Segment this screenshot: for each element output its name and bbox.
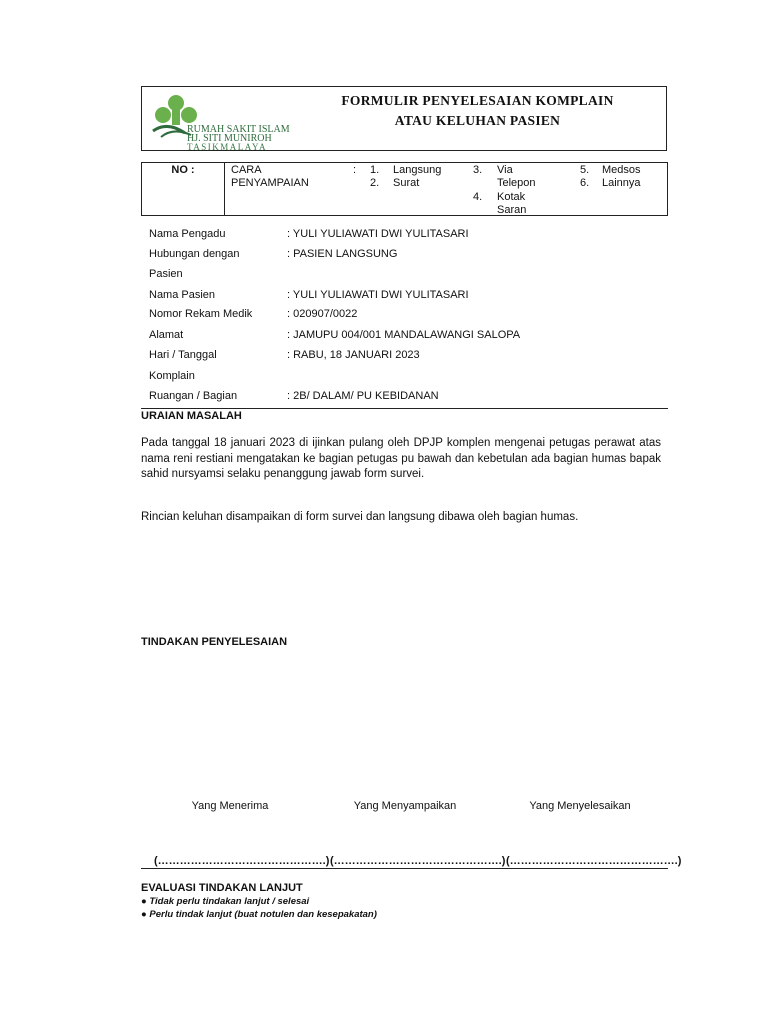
- option-5-label: Medsos: [602, 164, 641, 176]
- field-label-nama-pasien: Nama Pasien: [149, 289, 216, 301]
- form-title-line-1: FORMULIR PENYELESAIAN KOMPLAIN: [341, 93, 614, 108]
- no-cell: [142, 163, 225, 216]
- cara-cell: [225, 163, 668, 216]
- field-value-nama-pengadu: : YULI YULIAWATI DWI YULITASARI: [287, 228, 469, 240]
- logo-text: [187, 125, 290, 152]
- uraian-paragraph-1: Pada tanggal 18 januari 2023 di ijinkan pulang oleh DPJP komplen mengenai petugas perawat atas nama reni restiani mengatakan ke bagian petugas pu bawah dan kebetulan ada bagian humas bapak sahid nursyamsi selaku penanggung jawab form survei.: [141, 437, 661, 480]
- field-label-alamat: Alamat: [149, 329, 184, 341]
- bullet-icon: ●: [141, 909, 147, 920]
- option-2-num: 2.: [370, 177, 380, 189]
- field-value-rekam-medik: : 020907/0022: [287, 308, 358, 320]
- logo-line-2: HJ. SITI MUNIROH: [187, 133, 272, 144]
- field-label-rekam-medik: Nomor Rekam Medik: [149, 308, 253, 320]
- divider-line: [141, 408, 668, 409]
- option-5-num: 5.: [580, 164, 590, 176]
- option-6-label: Lainnya: [602, 177, 641, 189]
- form-title-line-2: ATAU KELUHAN PASIEN: [394, 113, 561, 128]
- option-4-label: Kotak Saran: [497, 191, 527, 216]
- field-label-nama-pengadu: Nama Pengadu: [149, 228, 226, 240]
- uraian-paragraph-2: Rincian keluhan disampaikan di form survei dan langsung dibawa oleh bagian humas.: [141, 511, 579, 523]
- field-label-hubungan: Hubungan dengan: [149, 248, 240, 260]
- logo-line-1: RUMAH SAKIT ISLAM: [187, 124, 290, 135]
- cara-label: CARA PENYAMPAIAN: [231, 164, 309, 189]
- signature-resolver-label: Yang Menyelesaikan: [529, 800, 631, 812]
- field-label-ruangan: Ruangan / Bagian: [149, 390, 238, 402]
- field-value-hubungan: : PASIEN LANGSUNG: [287, 248, 398, 260]
- option-3-label: Via Telepon: [497, 164, 536, 189]
- signature-underline: [141, 868, 668, 869]
- evaluasi-item-1-text: Tidak perlu tindakan lanjut / selesai: [149, 896, 310, 907]
- field-label-tanggal-2: Komplain: [149, 370, 195, 382]
- signature-receiver-label: Yang Menerima: [191, 800, 269, 812]
- bullet-icon: ●: [141, 896, 147, 907]
- option-1-label: Langsung: [393, 164, 442, 176]
- hospital-logo: [147, 91, 297, 151]
- option-1-num: 1.: [370, 164, 380, 176]
- option-6-num: 6.: [580, 177, 590, 189]
- signature-receiver-blank: (……………………………………….): [154, 855, 330, 867]
- field-value-nama-pasien: : YULI YULIAWATI DWI YULITASARI: [287, 289, 469, 301]
- option-4-num: 4.: [473, 191, 483, 203]
- option-2-label: Surat: [393, 177, 420, 189]
- field-value-tanggal: : RABU, 18 JANUARI 2023: [287, 349, 420, 361]
- field-value-alamat: : JAMUPU 004/001 MANDALAWANGI SALOPA: [287, 329, 521, 341]
- cara-colon: :: [353, 164, 357, 176]
- logo-line-3: TASIKMALAYA: [187, 142, 267, 152]
- signature-submitter-blank: (……………………………………….): [330, 855, 506, 867]
- signature-resolver-blank: (……………………………………….): [506, 855, 682, 867]
- field-value-ruangan: : 2B/ DALAM/ PU KEBIDANAN: [287, 390, 439, 402]
- uraian-heading: URAIAN MASALAH: [141, 410, 242, 422]
- evaluasi-item-1: [141, 896, 309, 907]
- option-3-num: 3.: [473, 164, 483, 176]
- submission-method-table: [141, 162, 668, 216]
- evaluasi-item-2: [141, 909, 377, 920]
- tindakan-heading: TINDAKAN PENYELESAIAN: [141, 636, 288, 648]
- field-label-tanggal: Hari / Tanggal: [149, 349, 217, 361]
- evaluasi-heading: EVALUASI TINDAKAN LANJUT: [141, 882, 303, 894]
- field-label-hubungan-2: Pasien: [149, 268, 183, 280]
- no-label: NO :: [171, 164, 195, 176]
- evaluasi-item-2-text: Perlu tindak lanjut (buat notulen dan kesepakatan): [149, 909, 377, 920]
- signature-submitter-label: Yang Menyampaikan: [353, 800, 457, 812]
